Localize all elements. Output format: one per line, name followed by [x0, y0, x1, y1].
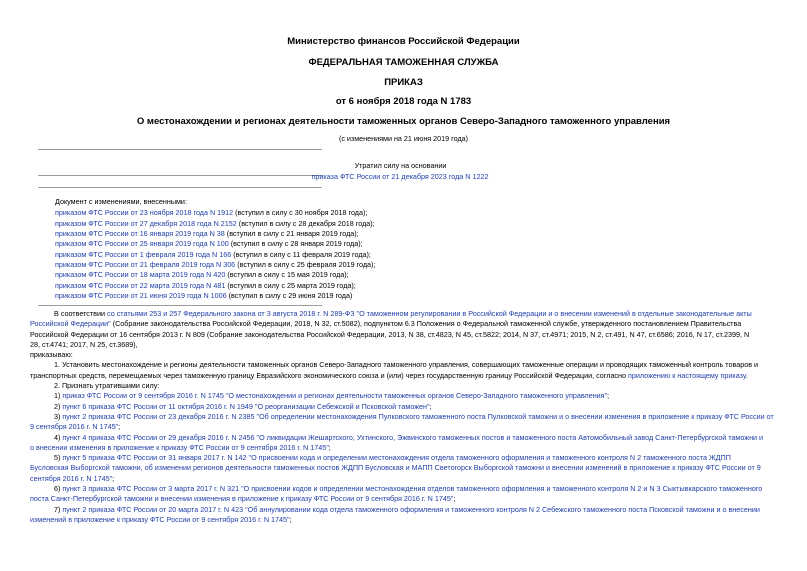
amendment-link[interactable]: приказом ФТС России от 1 февраля 2019 года N 166 [55, 250, 232, 259]
order-link[interactable]: Бусловская Выборгской таможни, об изменении регионов деятельности таможенных постов ЖДПП Бусловская и МАПП Светогорск Выборгской таможни и внесении изменений в приложение к приказу ФТС России от 9 [30, 463, 761, 473]
text-run: В соответствии [54, 309, 108, 318]
text-run: 7) [54, 504, 63, 514]
subitem-5-cont [30, 474, 800, 484]
text-run: ; [453, 494, 456, 504]
doc-date-number: от 6 ноября 2018 года N 1783 [335, 96, 472, 107]
list-item [55, 281, 356, 291]
order-link[interactable]: пункт 5 приказа ФТС России от 31 января 2017 г. N 142 "О присвоении кода и определении местонахождения отдела таможенного оформления и таможенного контроля N 2 таможенного поста ЖДПП [62, 453, 731, 463]
changes-note: (с изменениями на 21 июня 2019 года) [338, 134, 469, 143]
text-run: 6) [54, 484, 63, 494]
amendment-link[interactable]: приказом ФТС России от 25 января 2019 года N 100 [55, 239, 229, 248]
order-link[interactable]: пункт 6 приказа ФТС России от 11 октября 2016 г. N 1949 "О реорганизации Себежской и Псковской таможен" [62, 401, 430, 411]
order-link[interactable]: пункт 3 приказа ФТС России от 3 марта 2017 г. N 321 "О присвоении кодов и определении местонахождения отделов таможенного оформления и таможенного контроля N 2 и N 3 Сыктывкарского таможенного [62, 484, 763, 494]
paragraph-1: 1. Установить местонахождение и регионы деятельности таможенных органов Северо-Западного таможенного управления, совершающих таможенные операции и проводящих таможенный контроль товаров и [54, 360, 759, 370]
text-run: 2) [54, 401, 63, 411]
divider [38, 149, 322, 150]
subitem-7 [30, 505, 800, 515]
subitem-5-cont [30, 463, 800, 473]
text-run: ; [289, 514, 292, 524]
text-run: ; [118, 422, 121, 432]
text-run: 5) [54, 453, 63, 463]
expired-order-link[interactable]: приказа ФТС России от 21 декабря 2023 года N 1222 [311, 172, 489, 181]
appendix-link[interactable]: приложению к настоящему приказу [628, 370, 746, 380]
order-link[interactable]: о внесении изменения в приложение к приказу ФТС России от 9 сентября 2016 г. N 1745" [30, 442, 329, 452]
list-item [55, 250, 371, 260]
order-word: приказываю: [30, 350, 73, 360]
service-heading: ФЕДЕРАЛЬНАЯ ТАМОЖЕННАЯ СЛУЖБА [308, 57, 499, 68]
subitem-4 [30, 433, 800, 443]
list-item [55, 229, 359, 239]
list-item [55, 208, 367, 218]
divider [38, 305, 322, 306]
text-run: ; [112, 473, 115, 483]
subitem-5 [30, 453, 800, 463]
text-run: 3) [54, 411, 63, 421]
order-link[interactable]: 9 сентября 2016 г. N 1745" [30, 422, 119, 432]
subitem-4-cont [30, 443, 800, 453]
order-link[interactable]: пункт 2 приказа ФТС России от 20 марта 2017 г. N 423 "Об аннулировании кода отдела таможенного оформления и таможенного контроля N 2 Себежского таможенного поста Псковской таможни и о внесении [62, 504, 760, 514]
subitem-3 [30, 412, 800, 422]
text-run: . [745, 370, 748, 380]
list-item [55, 239, 363, 249]
intro-line: Российской Федерации от 16 сентября 2013 г. N 809 (Собрание законодательства Российской Федерации, 2013, N 38, ст.4823, N 45, ст.5822; 2014, N 37, ст.4971; 2015, N 2, ст.491, N 47, ст.6586; 2016, N 17, ст.2399, N [30, 329, 750, 339]
text-run: транспортных средств, перемещаемых через таможенную границу Евразийского экономического союза и (или) через государственную границу Российской Федерации, согласно [30, 370, 628, 380]
text-run: ; [429, 401, 432, 411]
amendment-note: (вступил в силу с 28 декабря 2018 года); [238, 219, 375, 228]
amendment-note: (вступил в силу с 30 ноября 2018 года); [235, 208, 368, 217]
order-link[interactable]: приказ ФТС России от 9 сентября 2016 г. N 1745 "О местонахождении и регионах деятельности таможенных органов Северо-Западного таможенного управления" [62, 391, 608, 401]
amendment-link[interactable]: приказом ФТС России от 16 января 2019 года N 38 [55, 229, 225, 238]
divider [38, 187, 322, 188]
intro-line [30, 309, 800, 319]
text-run: 1) [54, 391, 63, 401]
amendments-heading: Документ с изменениями, внесенными: [55, 197, 187, 206]
amendment-link[interactable]: приказом ФТС России от 18 марта 2019 года N 420 [55, 270, 226, 279]
paragraph-2: 2. Признать утратившими силу: [54, 381, 160, 391]
list-item [55, 270, 349, 280]
order-link[interactable]: изменений в приложение к приказу ФТС России от 9 сентября 2016 г. N 1745" [30, 514, 290, 524]
subitem-3-cont [30, 422, 800, 432]
text-run: 4) [54, 432, 63, 442]
amendment-note: (вступил в силу с 21 января 2019 года); [226, 229, 359, 238]
ministry-heading: Министерство финансов Российской Федерации [287, 36, 520, 47]
expired-label: Утратил силу на основании [354, 161, 447, 170]
order-link[interactable]: поста Санкт-Петербургской таможни и внесении изменения в приложение к приказу ФТС России от 9 сентября 2016 г. N 1745" [30, 494, 454, 504]
law-link[interactable]: Российской Федерации" [30, 319, 111, 329]
intro-line [30, 319, 800, 329]
list-item [55, 291, 352, 301]
document-body [30, 309, 800, 525]
subitem-6 [30, 484, 800, 494]
paragraph-1-cont [30, 371, 800, 381]
order-link[interactable]: пункт 4 приказа ФТС России от 29 декабря 2016 г. N 2456 "О ликвидации Жешартского, Ухтинского, Эжвинского таможенных постов и таможенного поста Автомобильный завод Санкт-Петербургской таможни и [62, 432, 764, 442]
amendment-link[interactable]: приказом ФТС России от 23 ноября 2018 года N 1912 [55, 208, 234, 217]
intro-line: 28, ст.4741; 2017, N 25, ст.3689), [30, 339, 138, 349]
amendment-link[interactable]: приказом ФТС России от 21 февраля 2019 года N 306 [55, 260, 236, 269]
law-link[interactable]: со статьями 253 и 257 Федерального закона от 3 августа 2018 г. N 289-ФЗ "О таможенном регулировании в Российской Федерации и о внесении изменений в отдельные законодательные акты [107, 309, 752, 318]
amendment-link[interactable]: приказом ФТС России от 27 декабря 2018 года N 2152 [55, 219, 237, 228]
doc-type-heading: ПРИКАЗ [384, 77, 423, 88]
amendment-link[interactable]: приказом ФТС России от 22 марта 2019 года N 481 [55, 281, 226, 290]
order-link[interactable]: сентября 2016 г. N 1745" [30, 473, 113, 483]
amendment-note: (вступил в силу с 28 января 2019 года); [230, 239, 363, 248]
amendment-note: (вступил в силу с 29 июня 2019 года) [228, 291, 353, 300]
amendment-note: (вступил в силу с 25 марта 2019 года); [227, 281, 356, 290]
doc-title: О местонахождении и регионах деятельности таможенных органов Северо-Западного таможенного управления [136, 116, 671, 127]
order-link[interactable]: пункт 2 приказа ФТС России от 23 декабря 2016 г. N 2385 "Об определении местонахождения Пулковского таможенного поста Пулковской таможни и о внесении изменения в приложение к приказу ФТС России от [62, 411, 774, 421]
amendment-note: (вступил в силу с 25 февраля 2019 года); [237, 260, 376, 269]
amendment-note: (вступил в силу с 11 февраля 2019 года); [233, 250, 371, 259]
subitem-7-cont [30, 515, 800, 525]
subitem-6-cont [30, 494, 800, 504]
divider [38, 175, 322, 176]
text-run: ; [328, 442, 331, 452]
text-run: (Собрание законодательства Российской Федерации, 2018, N 32, ст.5082), подпунктом 6.3 Положения о Федеральной таможенной службе, утвержденного постановлением Правительства [110, 319, 742, 329]
amendment-note: (вступил в силу с 15 мая 2019 года); [227, 270, 349, 279]
subitem-1 [30, 391, 800, 401]
amendment-link[interactable]: приказом ФТС России от 21 июня 2019 года N 1006 [55, 291, 227, 300]
list-item [55, 219, 375, 229]
subitem-2 [30, 402, 800, 412]
text-run: ; [607, 391, 610, 401]
list-item [55, 260, 375, 270]
